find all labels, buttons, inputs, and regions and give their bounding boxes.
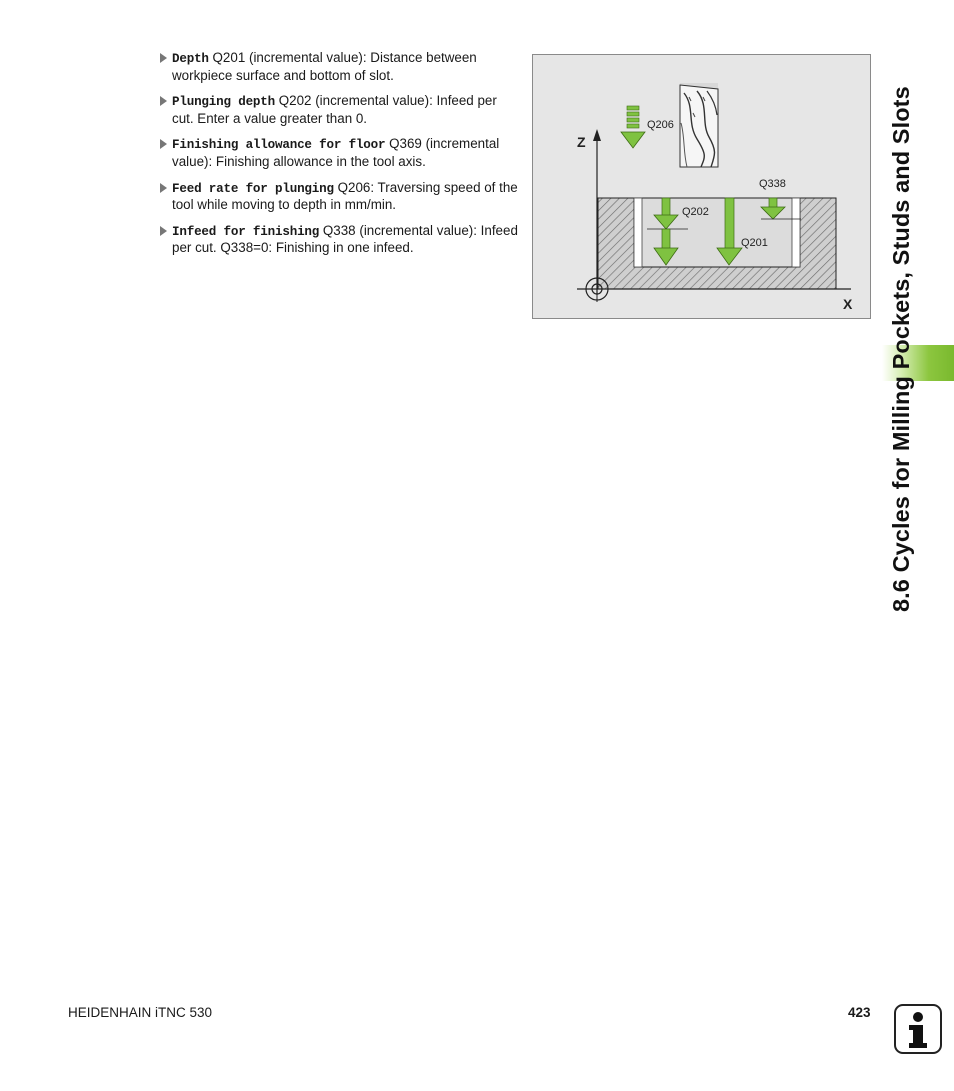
param-description: Q338 (incremental value): Infeed per cut. Q338=0: Finishing in one infeed.: [172, 222, 518, 256]
q338-arrow-shaft: [769, 198, 777, 208]
param-name: Plunging depth: [172, 95, 276, 110]
bullet-triangle-icon: [160, 226, 167, 236]
feed-rate-arrowhead: [621, 132, 645, 148]
param-finishing-allowance-floor: [158, 136, 518, 170]
slot-diagram: [533, 55, 870, 318]
feed-bar-4: [627, 124, 639, 128]
feed-bar-1: [627, 106, 639, 110]
param-name: Feed rate for plunging: [172, 181, 334, 196]
z-axis-arrowhead: [593, 129, 601, 141]
param-name: Depth: [172, 52, 209, 66]
q202-upper-shaft: [662, 198, 670, 216]
info-glyph: [896, 1006, 940, 1052]
finishing-allowance-left: [634, 198, 642, 267]
label-q338: Q338: [759, 178, 786, 190]
bullet-triangle-icon: [160, 183, 167, 193]
param-description: Q206: Traversing speed of the tool while moving to depth in mm/min.: [172, 179, 518, 213]
label-q201: Q201: [741, 237, 768, 249]
param-description: Q201 (incremental value): Distance between workpiece surface and bottom of slot.: [172, 50, 477, 83]
label-q202: Q202: [682, 206, 709, 218]
parameter-list: [158, 50, 518, 266]
info-icon: [894, 1004, 942, 1054]
chapter-side-title: 8.6 Cycles for Milling Pockets, Studs and Slots: [888, 86, 914, 612]
slot-milling-figure: [532, 54, 871, 319]
param-plunging-depth: [158, 93, 518, 127]
param-name: Finishing allowance for floor: [172, 138, 386, 153]
param-depth: [158, 50, 518, 84]
x-axis-label: X: [843, 296, 853, 312]
bullet-triangle-icon: [160, 139, 167, 149]
param-infeed-finishing: [158, 223, 518, 257]
bullet-triangle-icon: [160, 96, 167, 106]
label-q206: Q206: [647, 119, 674, 131]
bullet-triangle-icon: [160, 53, 167, 63]
footer-product-name: HEIDENHAIN iTNC 530: [68, 1005, 213, 1020]
end-mill-tool: [680, 83, 718, 167]
param-feed-rate-plunging: [158, 180, 518, 214]
finishing-allowance-right: [792, 198, 800, 267]
param-name: Infeed for finishing: [172, 224, 320, 239]
q201-arrow-shaft: [725, 198, 734, 249]
param-description: Q202 (incremental value): Infeed per cut. Enter a value greater than 0.: [172, 93, 497, 126]
z-axis-label: Z: [577, 134, 586, 150]
param-description: Q369 (incremental value): Finishing allowance in the tool axis.: [172, 136, 500, 169]
feed-bar-2: [627, 112, 639, 116]
feed-bar-3: [627, 118, 639, 122]
q202-lower-shaft: [662, 229, 670, 249]
footer-page-number: 423: [848, 1005, 871, 1020]
